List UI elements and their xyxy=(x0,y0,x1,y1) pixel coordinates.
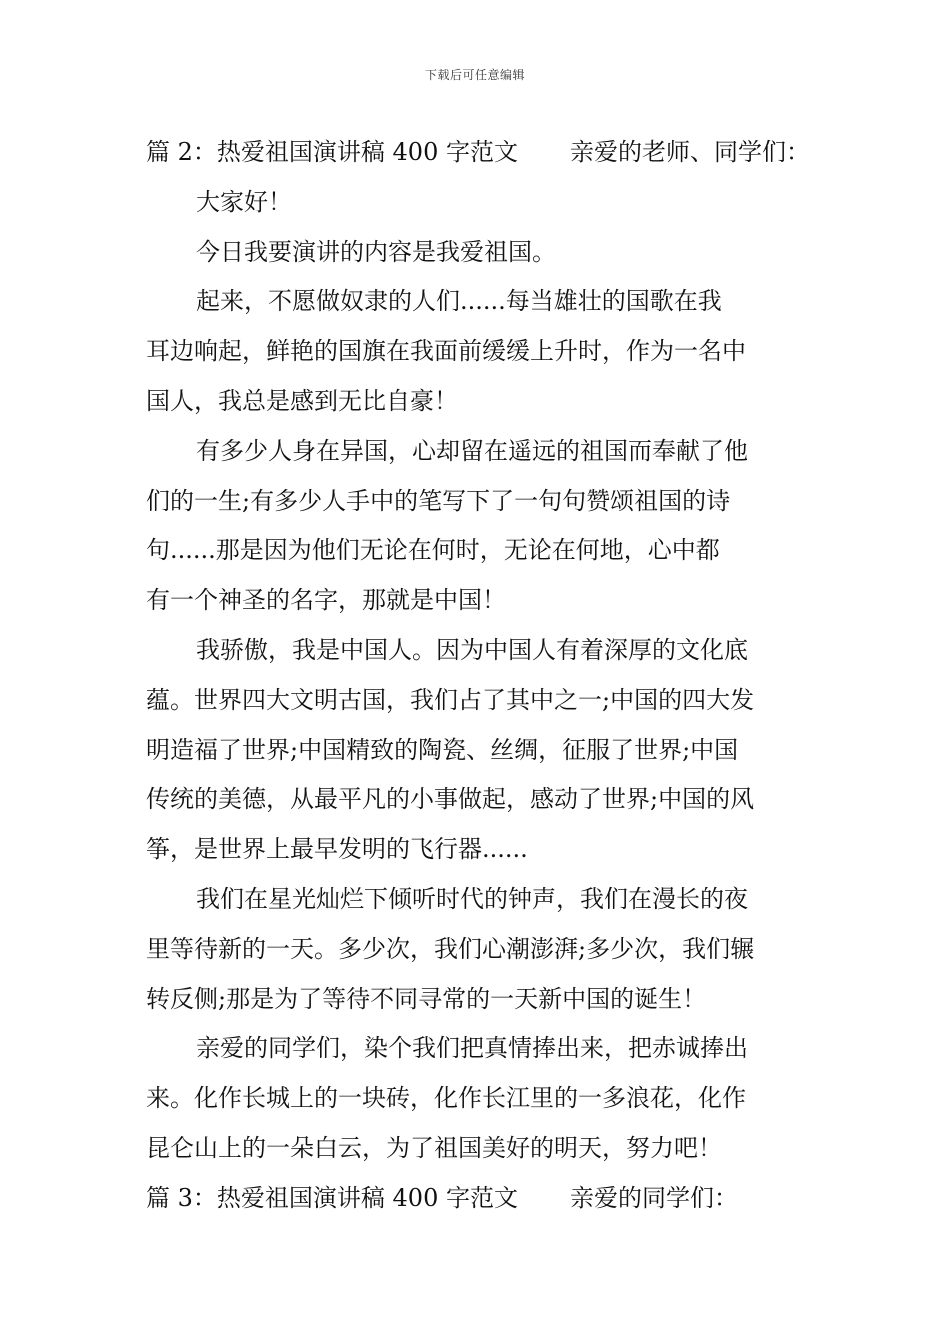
paragraph-line: 有一个神圣的名字，那就是中国！ xyxy=(146,586,506,615)
section-heading: 篇 3：热爱祖国演讲稿 400 字范文 xyxy=(146,1183,518,1212)
paragraph-line: 有多少人身在异国，心却留在遥远的祖国而奉献了他 xyxy=(196,436,748,465)
paragraph-line: 来。化作长城上的一块砖，化作长江里的一多浪花，化作 xyxy=(146,1084,746,1113)
paragraph-line: 里等待新的一天。多少次，我们心潮澎湃;多少次，我们辗 xyxy=(146,934,755,963)
paragraph-line: 国人，我总是感到无比自豪！ xyxy=(146,386,458,415)
paragraph-line: 我骄傲，我是中国人。因为中国人有着深厚的文化底 xyxy=(196,635,748,664)
paragraph-line: 大家好！ xyxy=(196,187,292,216)
paragraph-line: 筝，是世界上最早发明的飞行器...... xyxy=(146,835,528,864)
paragraph-line: 亲爱的同学们，染个我们把真情捧出来，把赤诚捧出 xyxy=(196,1034,748,1063)
document-body xyxy=(146,128,810,1224)
section-title-2 xyxy=(146,128,810,178)
section-title-3 xyxy=(146,1174,810,1224)
paragraph-line: 传统的美德，从最平凡的小事做起，感动了世界;中国的风 xyxy=(146,785,755,814)
paragraph-line: 蕴。世界四大文明古国，我们占了其中之一;中国的四大发 xyxy=(146,685,755,714)
paragraph-line: 我们在星光灿烂下倾听时代的钟声，我们在漫长的夜 xyxy=(196,884,748,913)
salutation: 亲爱的同学们： xyxy=(569,1183,738,1212)
paragraph-line: 转反侧;那是为了等待不同寻常的一天新中国的诞生！ xyxy=(146,984,707,1013)
page-header-note: 下载后可任意编辑 xyxy=(424,68,525,82)
section-heading: 篇 2：热爱祖国演讲稿 400 字范文 xyxy=(146,138,518,166)
paragraph-line: 明造福了世界;中国精致的陶瓷、丝绸，征服了世界;中国 xyxy=(146,735,739,764)
paragraph-line: 句......那是因为他们无论在何时，无论在何地，心中都 xyxy=(146,536,720,565)
salutation: 亲爱的老师、同学们： xyxy=(569,138,810,166)
paragraph-line: 昆仑山上的一朵白云，为了祖国美好的明天，努力吧！ xyxy=(146,1133,722,1162)
paragraph-line: 耳边响起，鲜艳的国旗在我面前缓缓上升时，作为一名中 xyxy=(146,337,746,366)
paragraph-line: 今日我要演讲的内容是我爱祖国。 xyxy=(196,237,556,266)
paragraph-line: 们的一生;有多少人手中的笔写下了一句句赞颂祖国的诗 xyxy=(146,486,731,515)
paragraph-line: 起来，不愿做奴隶的人们......每当雄壮的国歌在我 xyxy=(196,287,722,316)
